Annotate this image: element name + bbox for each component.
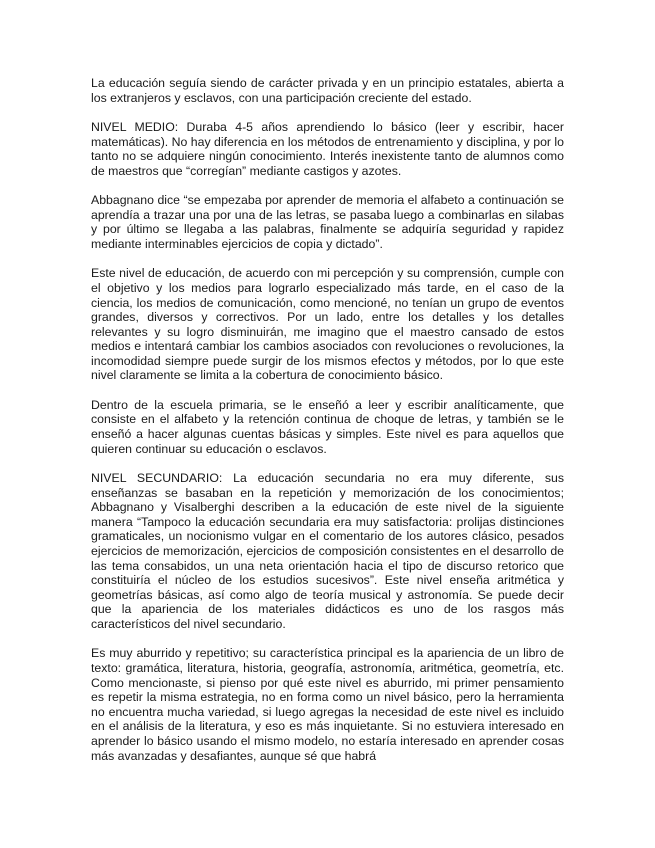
- paragraph-nivel-medio: NIVEL MEDIO: Duraba 4-5 años aprendiendo lo básico (leer y escribir, hacer matemáticas). No hay diferencia en los métodos de entrenamiento y disciplina, y por lo tanto no se adquiere ningún conocimiento. Interés inexistente tanto de alumnos como de maestros que “corregían” mediante castigos y azotes.: [91, 119, 564, 178]
- paragraph-escuela-primaria: Dentro de la escuela primaria, se le enseñó a leer y escribir analíticamente, que consiste en el alfabeto y la retención continua de choque de letras, y también se le enseñó a hacer algunas cuentas básicas y simples. Este nivel es para aquellos que quieren continuar su educación o esclavos.: [91, 397, 564, 456]
- paragraph-abbagnano-quote: Abbagnano dice “se empezaba por aprender de memoria el alfabeto a continuación se aprendía a trazar una por una de las letras, se pasaba luego a combinarlas en silabas y por último se llegaba a las palabras, finalmente se adquiría seguridad y rapidez mediante interminables ejercicios de copia y dictado”.: [91, 193, 564, 251]
- paragraph-intro: La educación seguía siendo de carácter privada y en un principio estatales, abierta a los extranjeros y esclavos, con una participación creciente del estado.: [91, 76, 564, 105]
- paragraph-nivel-secundario: NIVEL SECUNDARIO: La educación secundaria no era muy diferente, sus enseñanzas se basaban en la repetición y memorización de los conocimientos; Abbagnano y Visalberghi describen a la educación de este nivel de la siguiente manera “Tampoco la educación secundaria era muy satisfactoria: prolijas distinciones gramaticales, un nocionismo vulgar en el comentario de los autores clásico, pesados ejercicios de memorización, ejercicios de composición consistentes en el desarrollo de las tema consabidos, un una neta orientación hacia el tipo de discurso retorico que constituiría el núcleo de los estudios sucesivos”. Este nivel enseña aritmética y geometrías básicas, así como algo de teoría musical y astronomía. Se puede decir que la apariencia de los materiales didácticos es uno de los rasgos más característicos del nivel secundario.: [91, 471, 564, 631]
- document-page: [91, 76, 564, 778]
- paragraph-aburrido: Es muy aburrido y repetitivo; su característica principal es la apariencia de un libro de texto: gramática, literatura, historia, geografía, astronomía, aritmética, geometría, etc. Como mencionaste, si pienso por qué este nivel es aburrido, mi primer pensamiento es repetir la misma estrategia, no en forma como un nivel básico, pero la herramienta no encuentra mucha variedad, si luego agregas la necesidad de este nivel es incluido en el análisis de la literatura, y eso es más inquietante. Si no estuviera interesado en aprender lo básico usando el mismo modelo, no estaría interesado en aprender cosas más avanzadas y desafiantes, aunque sé que habrá: [91, 646, 564, 763]
- paragraph-nivel-educacion: Este nivel de educación, de acuerdo con mi percepción y su comprensión, cumple con el objetivo y los medios para lograrlo especializado más tarde, en el caso de la ciencia, los medios de comunicación, como mencioné, no tenían un grupo de eventos grandes, diversos y correctivos. Por un lado, entre los detalles y los detalles relevantes y su logro disminuirán, me imagino que el maestro cansado de estos medios e intentará cambiar los cambios asociados con revoluciones o revoluciones, la incomodidad siempre puede surgir de los mismos efectos y métodos, por lo que este nivel claramente se limita a la cobertura de conocimiento básico.: [91, 266, 564, 383]
